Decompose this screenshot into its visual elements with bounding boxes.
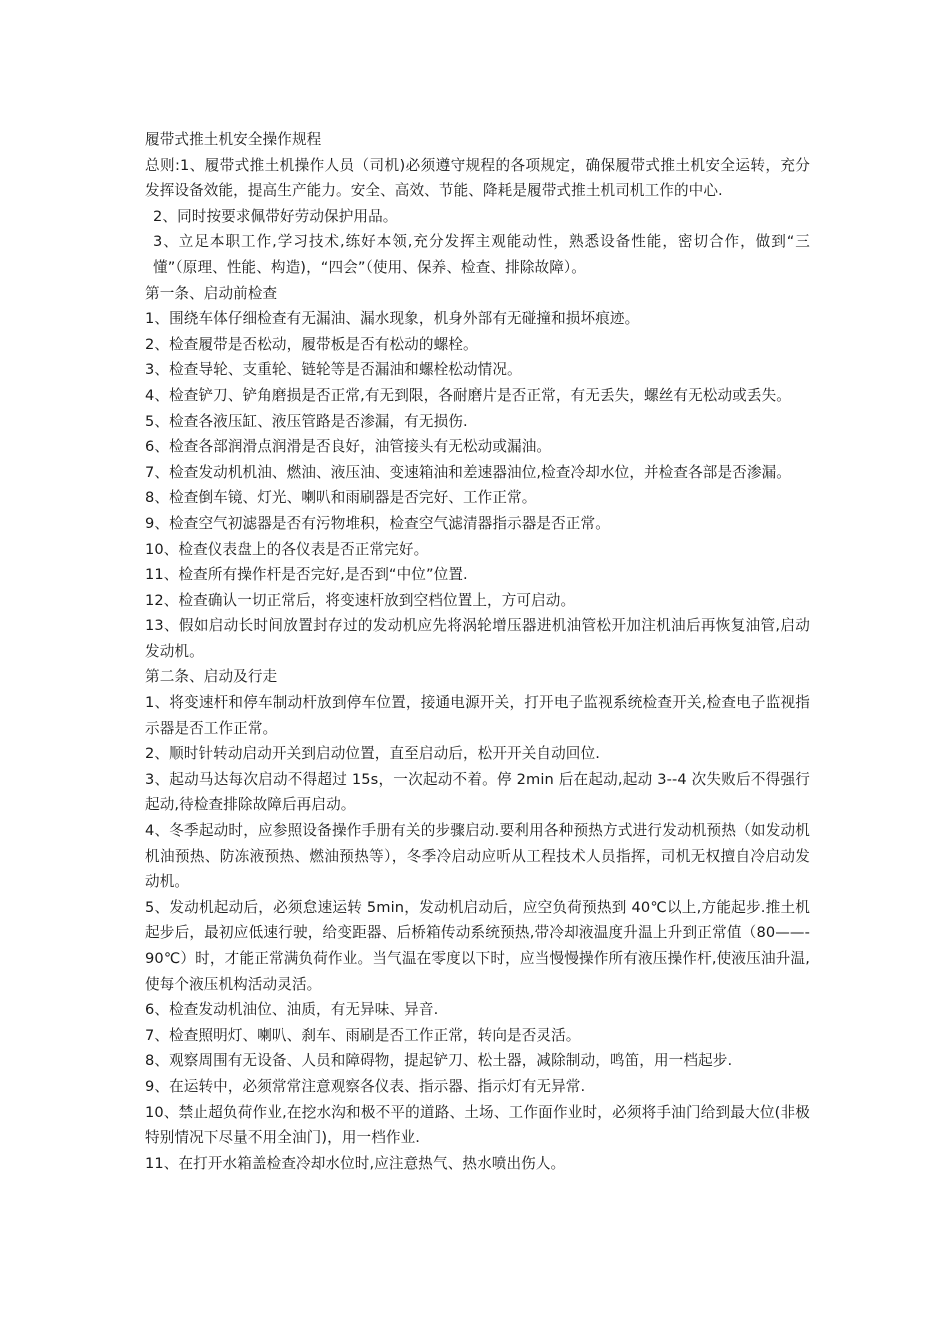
section-1-item: 6、检查各部润滑点润滑是否良好，油管接头有无松动或漏油。 — [145, 438, 552, 456]
section-1-heading: 第一条、启动前检查 — [145, 284, 278, 302]
general-rule-3: 3、立足本职工作,学习技术,练好本领,充分发挥主观能动性，熟悉设备性能，密切合作，做到“三懂”（原理、性能、构造)，“四会”（使用、保养、检查、排除故障）。 — [153, 233, 810, 276]
section-1-item: 5、检查各液压缸、液压管路是否渗漏，有无损伤. — [145, 412, 468, 430]
general-rule-1: 总则:1、履带式推土机操作人员（司机)必须遵守规程的各项规定，确保履带式推土机安全运转，充分发挥设备效能，提高生产能力。安全、高效、节能、降耗是履带式推土机司机工作的中心. — [145, 156, 810, 200]
section-1-item: 9、检查空气初滤器是否有污物堆积，检查空气滤清器指示器是否正常。 — [145, 514, 610, 532]
section-2-item: 9、在运转中，必须常常注意观察各仪表、指示器、指示灯有无异常. — [145, 1077, 586, 1095]
section-1-item: 13、假如启动长时间放置封存过的发动机应先将涡轮增压器进机油管松开加注机油后再恢复油管,启动发动机。 — [145, 617, 810, 660]
section-1-item: 8、检查倒车镜、灯光、喇叭和雨刷器是否完好、工作正常。 — [145, 489, 537, 507]
section-2-item: 6、检查发动机油位、油质，有无异味、异音. — [145, 1001, 439, 1019]
section-1-item: 4、检查铲刀、铲角磨损是否正常,有无到限，各耐磨片是否正常，有无丢失，螺丝有无松动或丢失。 — [145, 386, 791, 404]
section-1-item: 11、检查所有操作杆是否完好,是否到“中位”位置. — [145, 566, 468, 584]
section-2-item: 11、在打开水箱盖检查冷却水位时,应注意热气、热水喷出伤人。 — [145, 1154, 566, 1172]
section-2-item: 10、禁止超负荷作业,在挖水沟和极不平的道路、土场、工作面作业时，必须将手油门给到最大位(非极特别情况下尽量不用全油门)，用一档作业. — [145, 1103, 810, 1147]
section-1-item: 3、检查导轮、支重轮、链轮等是否漏油和螺栓松动情况。 — [145, 361, 522, 379]
section-1-item: 2、检查履带是否松动，履带板是否有松动的螺栓。 — [145, 335, 478, 353]
section-2-item: 7、检查照明灯、喇叭、刹车、雨刷是否工作正常，转向是否灵活。 — [145, 1026, 581, 1044]
section-1-item: 10、检查仪表盘上的各仪表是否正常完好。 — [145, 540, 429, 558]
section-1-item: 1、围绕车体仔细检查有无漏油、漏水现象，机身外部有无碰撞和损坏痕迹。 — [145, 310, 640, 328]
section-2-item: 4、冬季起动时，应参照设备操作手册有关的步骤启动.要利用各种预热方式进行发动机预热（如发动机机油预热、防冻液预热、燃油预热等），冬季冷启动应听从工程技术人员指挥，司机无权擅自冷启动发动机。 — [145, 822, 810, 891]
section-2-item: 8、观察周围有无设备、人员和障碍物，提起铲刀、松土器，减除制动，鸣笛，用一档起步. — [145, 1052, 733, 1070]
section-2-item: 5、发动机起动后，必须怠速运转 5min，发动机启动后，应空负荷预热到 40℃以上,方能起步.推土机起步后，最初应低速行驶，给变距器、后桥箱传动系统预热,带冷却液温度升温上升到正常值（80——-90℃）时，才能正常满负荷作业。当气温在零度以下时，应当慢慢操作所有液压操作杆,使液压油升温,使每个液压机构活动灵活。 — [145, 898, 810, 993]
document-title: 履带式推土机安全操作规程 — [145, 131, 322, 148]
section-2-heading: 第二条、启动及行走 — [145, 668, 278, 686]
section-2-item: 3、起动马达每次启动不得超过 15s，一次起动不着。停 2min 后在起动,起动 3--4 次失败后不得强行起动,待检查排除故障后再启动。 — [145, 770, 810, 814]
section-1-item: 12、检查确认一切正常后，将变速杆放到空档位置上，方可启动。 — [145, 591, 576, 609]
document-body — [145, 127, 810, 1176]
section-2-item: 2、顺时针转动启动开关到启动位置，直至启动后，松开开关自动回位. — [145, 745, 600, 763]
general-rule-2: 2、同时按要求佩带好劳动保护用品。 — [153, 207, 398, 225]
section-1-item: 7、检查发动机机油、燃油、液压油、变速箱油和差速器油位,检查冷却水位，并检查各部是否渗漏。 — [145, 463, 791, 481]
section-2-item: 1、将变速杆和停车制动杆放到停车位置，接通电源开关，打开电子监视系统检查开关,检查电子监视指示器是否工作正常。 — [145, 694, 810, 737]
